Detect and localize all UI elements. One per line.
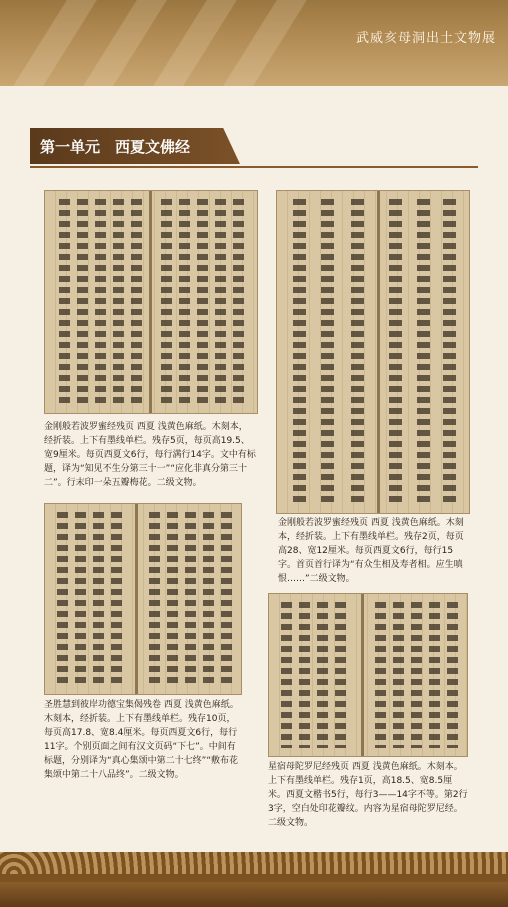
caption-1: 金刚般若波罗蜜经残页 西夏 浅黄色麻纸。木刻本，经折装。上下有墨线单栏。残存5页，每页高19.5、宽9厘米。每页西夏文6行，每行满行14字。文中有标题，译为“知见不生分第三十一”“应化非真分第三十二”。行末印一朵五瓣梅花。二级文物。 — [44, 422, 256, 488]
footer-decoration — [0, 852, 508, 907]
sutra-photo-3 — [44, 503, 242, 695]
caption-3: 圣胜慧到彼岸功德宝集偈残卷 西夏 浅黄色麻纸。木刻本，经折装。上下有墨线单栏。残存10页，每页高17.8、宽8.4厘米。每页西夏文6行，每行11字。个别页面之间有汉文页码“下七”。中间有标题，分别译为“真心集颂中第二十七终”“敷布花集颂中第二十八品终”。二级文物。 — [44, 700, 239, 780]
sutra-photo-4 — [268, 593, 468, 757]
caption-2: 金刚般若波罗蜜经残页 西夏 浅黄色麻纸。木刻本，经折装。上下有墨线单栏。残存2页，每页高28、宽12厘米。每页西夏文6行，每行15字。首页首行译为“有众生相及寿者相。应生嗔恨……”二级文物。 — [278, 518, 464, 584]
section-title: 第一单元 西夏文佛经 — [40, 138, 191, 156]
exhibition-title: 武威亥母洞出土文物展 — [355, 31, 496, 46]
caption-4: 星宿母陀罗尼经残页 西夏 浅黄色麻纸。木刻本。上下有墨线单栏。残存1页，高18.5、宽8.5厘米。西夏文楷书5行，每行3——14字不等。第2行3字，空白处印花瓣纹。内容为星宿母陀罗尼经。二级文物。 — [268, 762, 468, 828]
sutra-photo-2 — [276, 190, 470, 514]
sutra-photo-1 — [44, 190, 258, 414]
section-divider — [30, 166, 478, 168]
